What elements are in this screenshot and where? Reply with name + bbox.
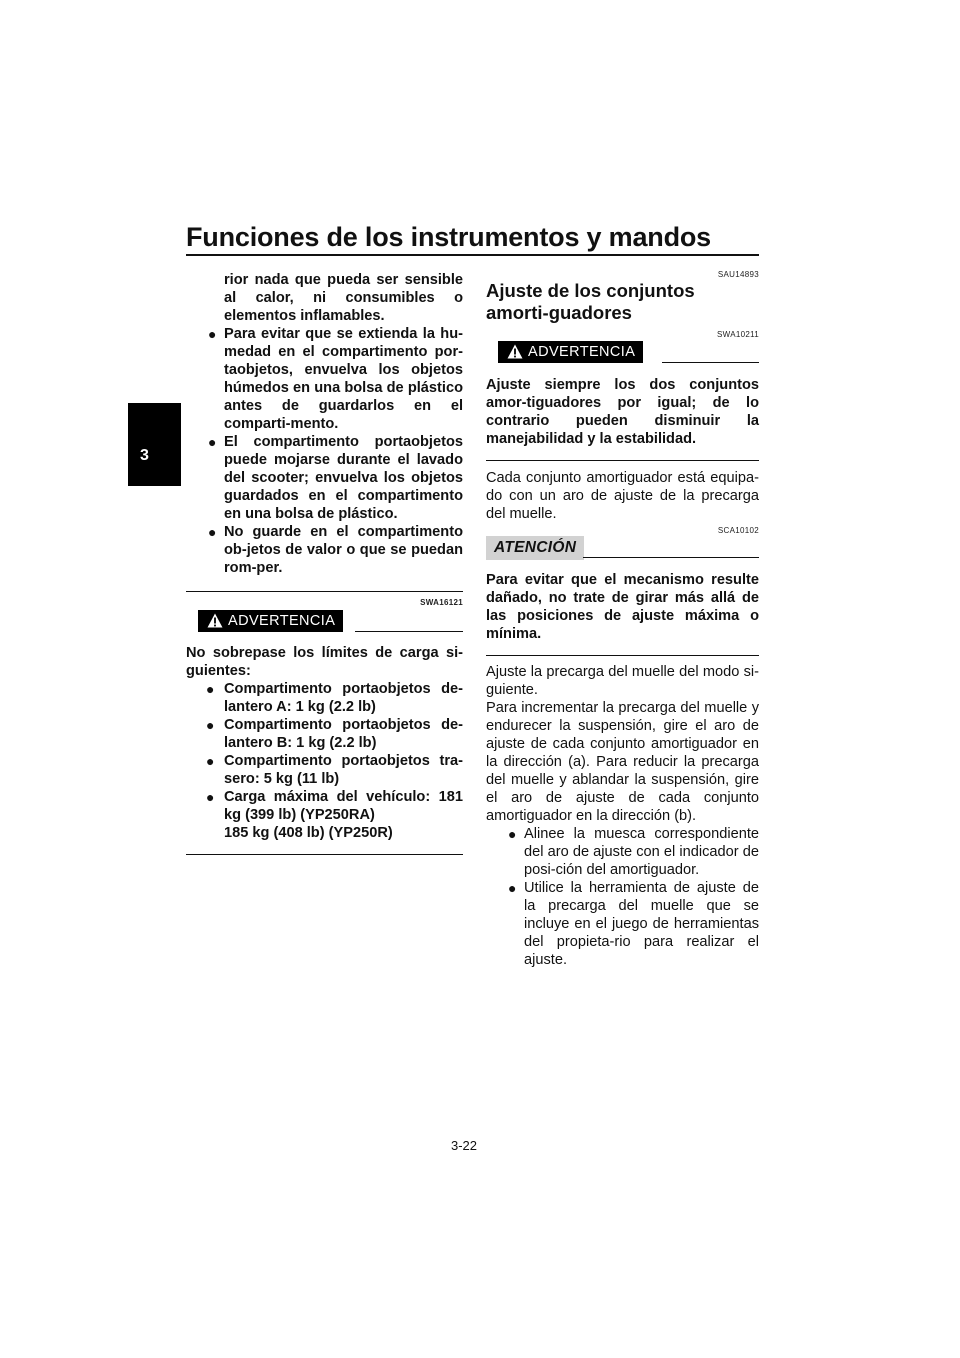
warning-header [186,610,463,634]
warning-header-line [355,631,463,632]
warning-badge [498,341,643,363]
bullet-icon: ● [508,826,517,842]
bullet-icon: ● [508,880,517,896]
list-item [186,788,463,824]
section-code: SAU14893 [717,270,759,279]
adjustment-bullet-list [486,825,759,969]
attention-text: Para evitar que el mecanismo resulte dañado, no trate de girar más allá de las posiciones de ajuste máxima o mínima. [486,572,759,642]
list-item [186,433,463,523]
list-item-text: Utilice la herramienta de ajuste de la precarga del muelle que se incluye en el juego de herramientas del propieta-rio para realizar el ajuste. [524,880,759,968]
warning-code: SWA10211 [717,330,759,339]
list-item-text: Para evitar que se extienda la hu-medad en el compartimento por-taobjetos, envuelva los objetos húmedos en una bolsa de plástico antes de guardarlos en el comparti-mento. [224,326,463,432]
load-limit-list [186,680,463,824]
warning-triangle-icon [207,613,223,628]
paragraph: Para incrementar la precarga del muelle y endurecer la suspensión, gire el aro de ajuste de cada conjunto amortiguador en la dirección (a). Para reducir la precarga del muelle y ablandar la suspensión, gire el aro de ajuste de cada conjunto amortiguador en la dirección (b). [486,700,759,824]
chapter-tab [128,403,181,486]
bullet-icon: ● [206,753,215,769]
page-title: Funciones de los instrumentos y mandos [186,222,711,252]
paragraph: Cada conjunto amortiguador está equipa-do con un aro de ajuste de la precarga del muelle. [486,470,759,522]
attention-header [486,536,759,560]
bullet-icon: ● [208,524,217,540]
warning-end-rule [186,854,463,855]
list-item-text: El compartimento portaobjetos puede mojarse durante el lavado del scooter; envuelva los objetos guardados en el compartimento en una bolsa de plástico. [224,434,463,522]
bullet-icon: ● [208,434,217,450]
bullet-icon: ● [206,717,215,733]
warning-end-rule [486,460,759,461]
page-number: 3-22 [451,1138,478,1153]
list-item [186,680,463,716]
title-rule [186,254,759,256]
list-item [186,523,463,577]
bullet-icon: ● [208,326,217,342]
section-title: Ajuste de los conjuntos amorti-guadores [486,280,695,323]
left-column [186,271,463,855]
attention-end-rule [486,655,759,656]
list-item-text: Compartimento portaobjetos de-lantero A: 1 kg (2.2 lb) [224,681,463,715]
warning-end-rule [186,591,463,592]
list-item [486,879,759,969]
warning-badge [198,610,343,632]
warning-code: SWA16121 [420,598,463,607]
warning-header-line [662,362,759,363]
warning-label: ADVERTENCIA [228,613,336,629]
warning-text: Ajuste siempre los dos conjuntos amor-tiguadores por igual; de lo contrario pueden disminuir la manejabilidad y la estabilidad. [486,377,759,447]
list-item [186,716,463,752]
chapter-number: 3 [140,447,149,464]
warning-text: No sobrepase los límites de carga si-guientes: [186,645,463,679]
list-item-text: Compartimento portaobjetos tra-sero: 5 kg (11 lb) [224,753,463,787]
load-limit-extra: 185 kg (408 lb) (YP250R) [224,825,393,841]
warning-bullet-list [186,325,463,577]
list-item-text: Compartimento portaobjetos de-lantero B: 1 kg (2.2 lb) [224,717,463,751]
warning-header [486,341,759,365]
list-item-text: No guarde en el compartimento ob-jetos de valor o que se puedan rom-per. [224,524,463,576]
paragraph: Ajuste la precarga del muelle del modo si-guiente. [486,664,759,698]
bullet-icon: ● [206,789,215,805]
warning-label: ADVERTENCIA [528,344,636,360]
list-item [186,325,463,433]
list-item-text: Alinee la muesca correspondiente del aro de ajuste con el indicador de posi-ción del amortiguador. [524,826,759,878]
attention-code: SCA10102 [717,526,759,535]
right-column [486,270,759,969]
list-item [486,825,759,879]
warning-triangle-icon [507,344,523,359]
list-item-text: Carga máxima del vehículo: 181 kg (399 lb) (YP250RA) [224,789,463,823]
bullet-icon: ● [206,681,215,697]
attention-header-line [583,557,759,558]
list-item [186,752,463,788]
attention-badge: ATENCIÓN [486,536,584,560]
warning-continuation-text: rior nada que pueda ser sensible al calor, ni consumibles o elementos inflamables. [224,272,463,324]
